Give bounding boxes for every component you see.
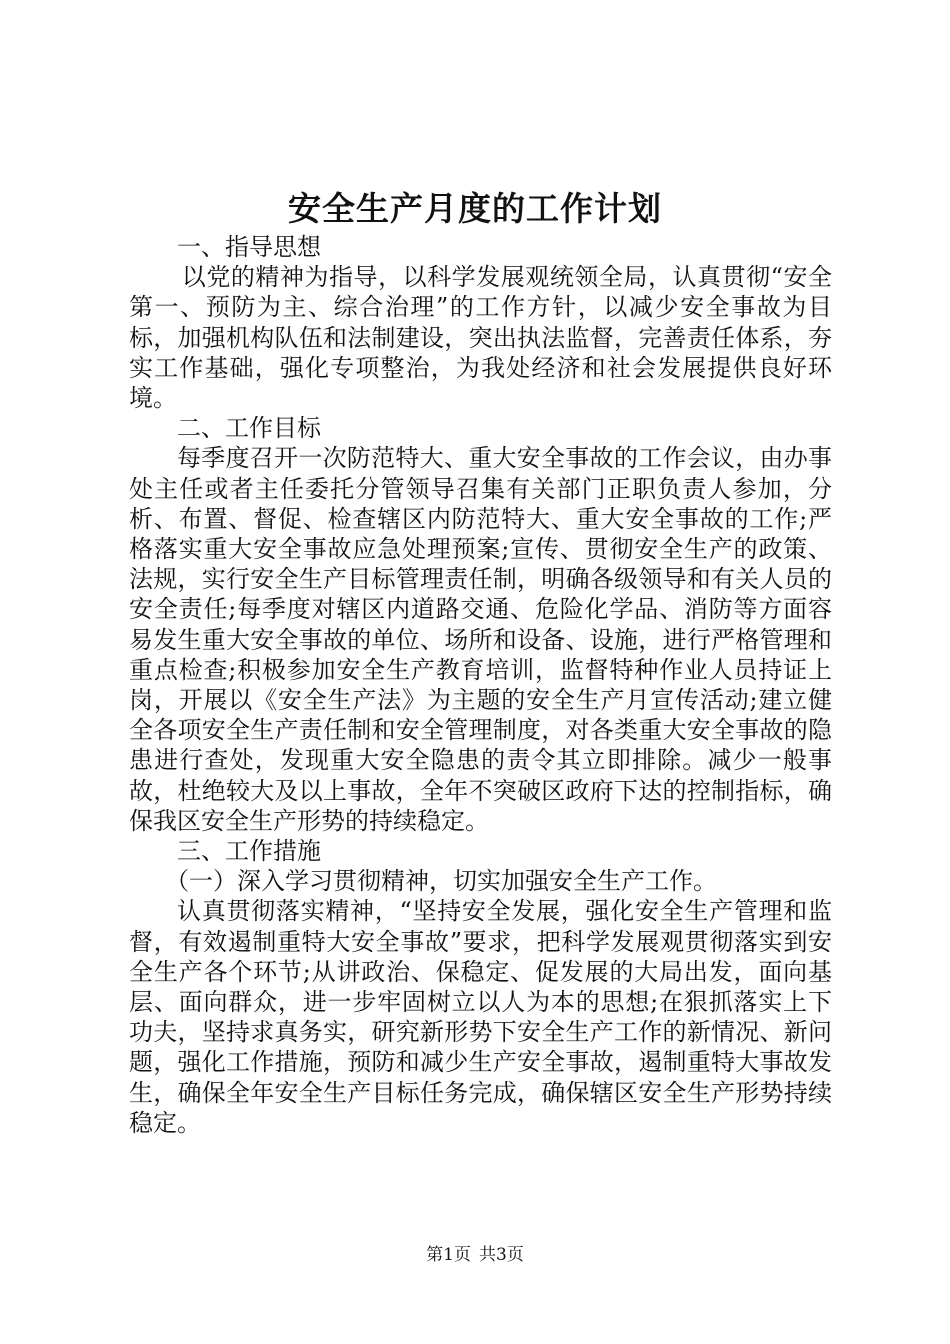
document-title: 安全生产月度的工作计划 [288,189,662,228]
section-heading-guiding-ideology: 一、指导思想 [177,233,321,261]
section-paragraph: 每季度召开一次防范特大、重大安全事故的工作会议，由办事处主任或者主任委托分管领导召集有关部门正职负责人参加，分析、布置、督促、检查辖区内防范特大、重大安全事故的工作;严格落实重大安全事故应急处理预案;宣传、贯彻安全生产的政策、法规，实行安全生产目标管理责任制，明确各级领导和有关人员的安全责任;每季度对辖区内道路交通、危险化学品、消防等方面容易发生重大安全事故的单位、场所和设备、设施，进行严格管理和重点检查;积极参加安全生产教育培训，监督特种作业人员持证上岗，开展以《安全生产法》为主题的安全生产月宣传活动;建立健全各项安全生产责任制和安全管理制度，对各类重大安全事故的隐患进行查处，发现重大安全隐患的责令其立即排除。减少一般事故，杜绝较大及以上事故，全年不突破区政府下达的控制指标，确保我区安全生产形势的持续稳定。 [129,444,832,835]
section-paragraph: 以党的精神为指导，以科学发展观统领全局，认真贯彻“安全第一、预防为主、综合治理”的工作方针，以减少安全事故为目标，加强机构队伍和法制建设，突出执法监督，完善责任体系，夯实工作基础，强化专项整治，为我处经济和社会发展提供良好环境。 [129,263,832,413]
document-body [129,232,832,1138]
section-paragraph: 认真贯彻落实精神，“坚持安全发展，强化安全生产管理和监督，有效遏制重特大安全事故”要求，把科学发展观贯彻落实到安全生产各个环节;从讲政治、保稳定、促发展的大局出发，面向基层、面向群众，进一步牢固树立以人为本的思想;在狠抓落实上下功夫，坚持求真务实，研究新形势下安全生产工作的新情况、新问题，强化工作措施，预防和减少生产安全事故，遏制重特大事故发生，确保全年安全生产目标任务完成，确保辖区安全生产形势持续稳定。 [129,897,832,1137]
page-footer [0,1244,950,1266]
section-heading-work-goals: 二、工作目标 [177,414,321,443]
section-heading-work-measures: 三、工作措施 [177,837,321,866]
section-subheading: （一）深入学习贯彻精神，切实加强安全生产工作。 [165,867,717,896]
page-total: 共3页 [479,1245,524,1265]
page-number: 第1页 [426,1245,471,1265]
